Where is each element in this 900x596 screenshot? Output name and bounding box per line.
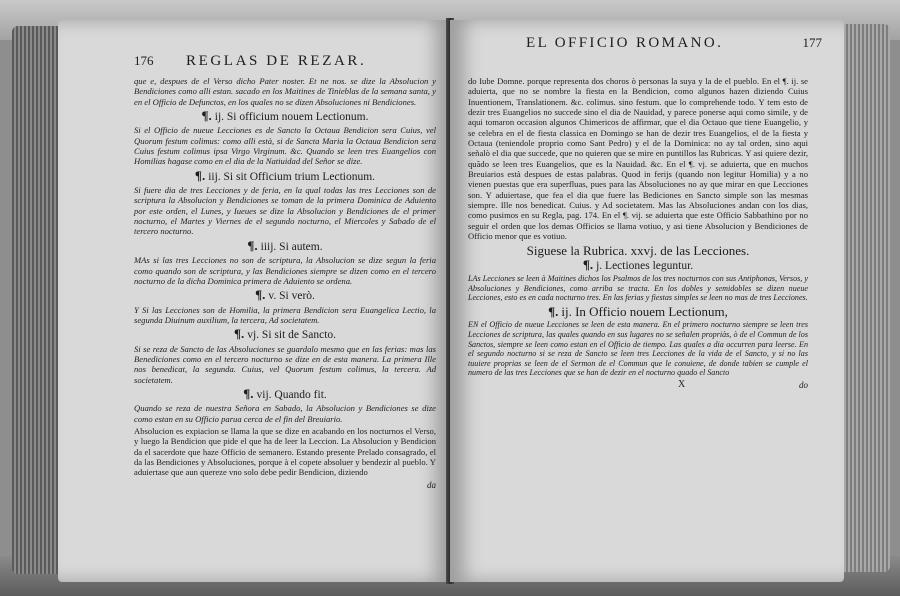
book-edge-right (842, 24, 890, 572)
catchword-left: da (427, 479, 436, 490)
section-title: iij. Si sit Officium trium Lectionum. (208, 170, 376, 183)
section-sign-icon: ¶. (194, 167, 206, 183)
section-title: iiij. Si autem. (260, 240, 323, 253)
section-heading-vij (134, 385, 436, 401)
left-opening-text: que e, despues de el Verso dicho Pater noster. Et ne nos. se dize la Absolucion y Bendiciones como alli estan. sacado en los Maitines de Tinieblas de la semana santa, y en el Officio de Defunctos, en los quales no se dizen Absoluciones ni Bendiciones. (134, 76, 436, 107)
right-intro-text: do Iube Domne. porque representa dos choros ò personas la suya y la de el pueblo. En el ¶. ij. se aduierta, que no se nombre la fiesta en la Bendicion, como algunos hazen diziendo Cuius Inuentionem, Translationem. &c. colimus. sino festum. que lo comprehende todo. Y tem esto de dezir tres Euangelios no succede sino el dia de Nauidad, y parece ponerse aqui como simile, y de aqui tomaron occasion algunos Chimericos de affirmar, que el dia Octauo que tiene Euangelio, y se celebra en el de fiesta classica en Domingo se han de dezir tres Euangelios, el de la fiesta y Octaua (teniendole proprio como Sant Pedro) y el de la Dominica: no ay tal orden, sino aqui señalò el dia que succede, que no quieren que se mire en puntillos las Rubricas. Y asi quiere dezir, quãdo se leen tres Euangelios, que es la Nauidad. &c. En el ¶. vj. se aduierta, que en muchos Breuiarios està despues de estas palabras. Quod in ferijs (quando non legitur Homilia) y a no vienen puestas que era superfluas, pues para las Absoluciones no ay que mirar en que Lecciones son. Y aduiertase, que fea el dia que fuere las Bediciones en Sancto simple son las mesmas siempre. Ille nos benedicat. Cuius. y Ad societatem. Mas las Absoluciones andan con los dias, como pusimos en su Regla, pag. 174. En el ¶. vij. se aduierta que este Officio Sabbathino por no seguir el orden que los demas Officios se llama votiuo, y asi tiene Absolucion y Bendiciones de Officio menor que es votiuo. (468, 76, 808, 242)
rubric-title: Siguese la Rubrica. xxvj. de las Lecciones. (526, 242, 750, 258)
section-text-vij-italic: Quando se reza de nuestra Señora en Sabado, la Absolucion y Bendiciones se dize como estan en su Officio parua cerca de el fin del Breuiario. (134, 403, 436, 424)
signature-row (468, 380, 808, 392)
rubric-text: LAs Lecciones se leen à Maitines dichos los Psalmos de los tres nocturnos con sus Antiphonas, Versos, y Absoluciones y Bendiciones, como arriba se tracta. En los dobles y semidobles se dizen nueue Lecciones, esto es en cada nocturno tres. En las ferias y fiestas simples se leen no mas de tres Lecciones. (468, 274, 808, 303)
page-number-right: 177 (802, 35, 822, 50)
left-page (58, 20, 450, 582)
section-text-v: Y Si las Lecciones son de Homilia, la primera Bendicion sera Euangelica Lectio, la segunda Diuinum auxilium, la tercera, Ad societatem. (134, 304, 436, 325)
running-title-left: REGLAS DE REZAR. (186, 53, 367, 69)
catchword-right: do (799, 379, 808, 390)
section-heading-ij (134, 108, 436, 124)
rubric-subheading (468, 256, 808, 272)
section-sign-icon: ¶. (255, 287, 266, 303)
section-sign-icon: ¶. (233, 326, 245, 342)
section-text-ij-right: EN el Officio de nueue Lecciones se leen de esta manera. En el primero nocturno siempre se leen tres Lecciones de scriptura, las quales quando en sus lugares no se señalen propriàs, ò de el Commun de los Sanctos, siempre se leen como estan en el Officio de tiempo. Las quales a dia occurren para leerse. En el segundo nocturno si se reza de Sancto se leen tres Lecciones de la vida de el Sancto, y si no las tuuiere proprias se leen de el Sermon de el Commun que le conuiene, de donde tabien se cumple el numero de las tres Lecciones que se han de dezir en el nocturno quado el Sancto (468, 320, 808, 378)
section-text-vj: Si se reza de Sancto de las Absoluciones se guardalo mesmo que en las ferias: mas las Benediciones como en el tercero nocturno se dize en de esta manera. La primera Ille nos benedicat, la segunda. Cuius, vel Quorum festum colimus, la tercera. Ad societatem. (134, 343, 436, 385)
section-heading-v (134, 287, 436, 303)
section-heading-iiij (134, 237, 436, 253)
section-title: vij. Quando fit. (256, 388, 327, 401)
running-title-right: EL OFFICIO ROMANO. (526, 35, 724, 51)
section-text-ij: Si el Officio de nueue Lecciones es de Sancto la Octaua Bendicion sera Cuius, vel Quorum festum colimus: como alli està, si de Sancta Maria la Octaua Bendicion sera Cuius festum colimus ipsa Virgo Virginum. &c. Quando se leen tres Euangelios con Homilias hagase como en el dia de la Natiuidad del Señor se dize. (134, 125, 436, 167)
section-sign-icon: ¶. (548, 303, 559, 319)
section-title: ij. In Officio nouem Lectionum, (561, 303, 728, 319)
section-heading-ij-right (468, 303, 808, 319)
section-text-vij-roman: Absolucion es expiacion se llama la que se dize en acabando en los nocturnos el Verso, y luego la Bendicion que pide el que ha de leer la Leccion. La Absolucion y Bendicion da el sacerdote que haze Officio de semanero. Estando presente Prelado consagrado, el da las Bendiciones y Absoluciones, porque à el copete absoluer y bendezir al pueblo. Y aduiertase que aun quereze vno solo debe pedir Bendicion, diziendo (134, 425, 436, 478)
section-title: j. Lectiones leguntur. (596, 259, 694, 272)
right-page (450, 20, 844, 582)
section-title: ij. Si officium nouem Lectionum. (214, 111, 369, 124)
signature-mark: X (678, 378, 686, 390)
section-text-iiij: MAs si las tres Lecciones no son de scriptura, la Absolucion se dize segun la feria como quando son de scriptura, y las Bendiciones siempre se dizen como en el tercero nocturno de la dicha Dominica primera de Aduiento se ordena. (134, 255, 436, 286)
section-heading-vj (134, 326, 436, 342)
section-sign-icon: ¶. (243, 385, 254, 401)
section-sign-icon: ¶. (582, 256, 594, 272)
section-title: v. Si verò. (268, 290, 315, 303)
section-sign-icon: ¶. (201, 108, 212, 124)
book-edge-left (12, 26, 62, 574)
section-sign-icon: ¶. (247, 237, 258, 253)
left-running-head (134, 53, 436, 76)
page-number-left: 176 (134, 53, 154, 68)
section-heading-iij (134, 167, 436, 183)
section-text-iij: Si fuere dia de tres Lecciones y de feria, en la qual todas las tres Lecciones son de scriptura la Absolucion y Bendiciones se toman de la primera Dominica de Aduiento por este orden, el Lunes, y Iueues se dize la Absolucion y Bendiciones de el primer nocturno, el Martes y Viernes de el segundo nocturno, el Miercoles y Sabado de el tercero nocturno. (134, 185, 436, 237)
section-title: vj. Si sit de Sancto. (247, 329, 337, 342)
right-running-head (468, 35, 822, 58)
